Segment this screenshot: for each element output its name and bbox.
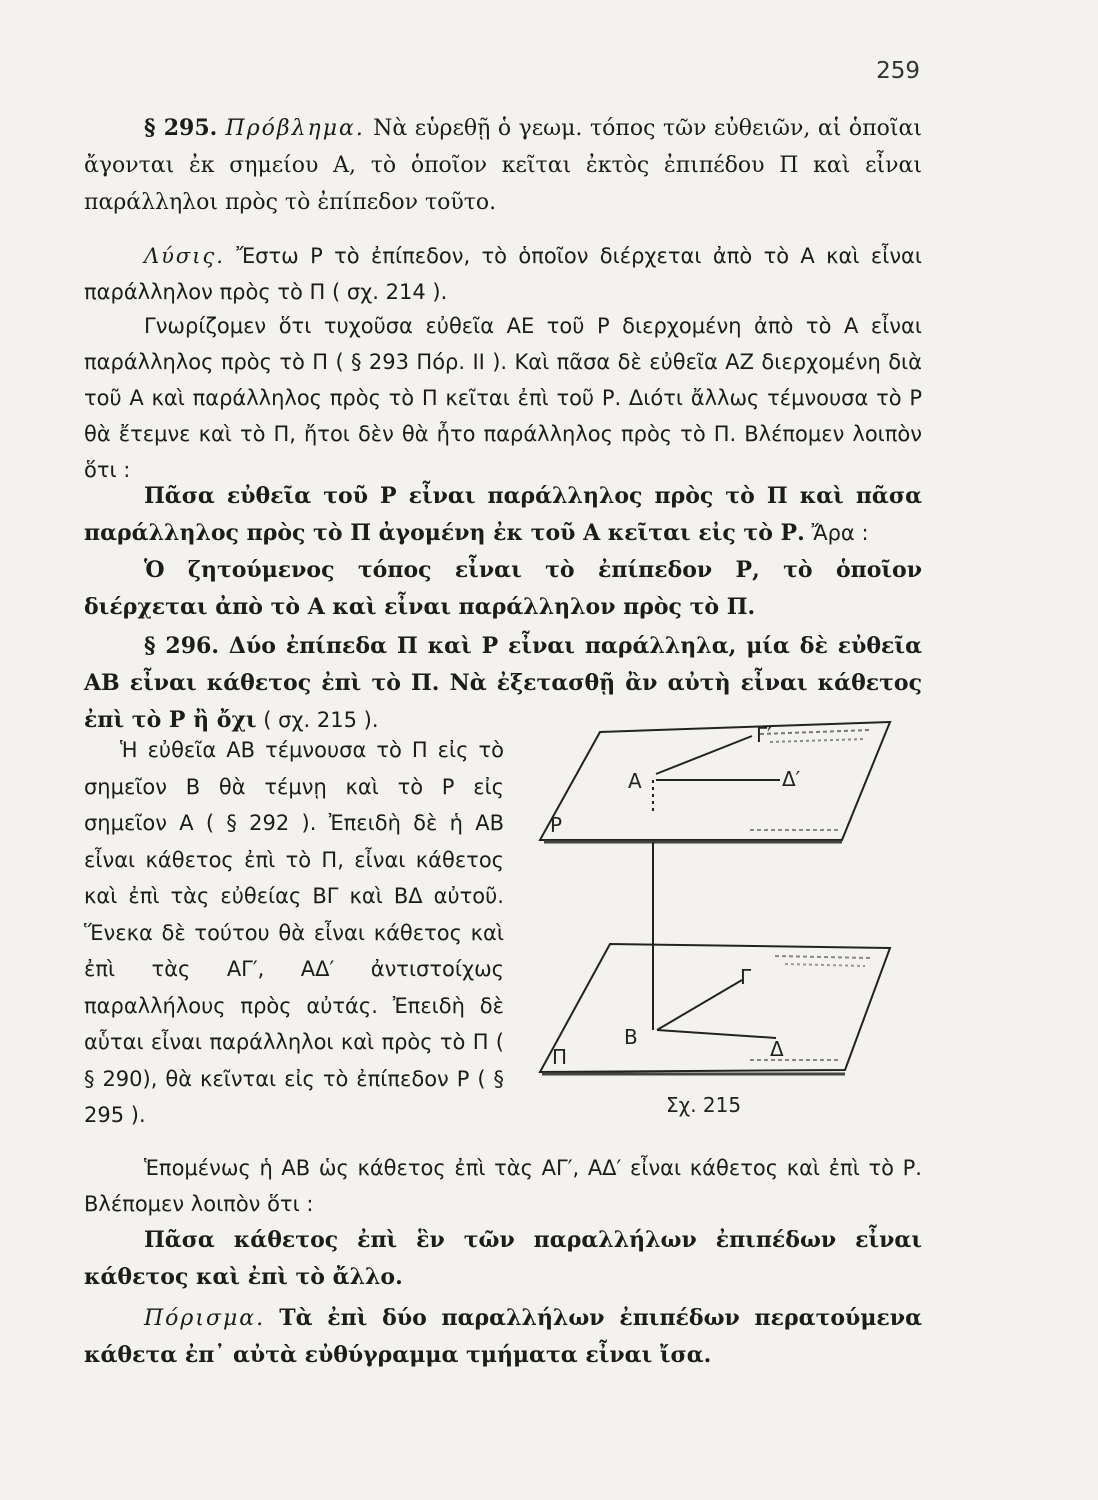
figure-reference: ( σχ. 215 ). (256, 708, 379, 732)
label-d-prime: Δ′ (782, 767, 801, 791)
label-a: Α (628, 769, 642, 793)
line-a-g-prime (656, 736, 752, 774)
plane-pi (540, 944, 890, 1072)
label-g: Γ (740, 965, 752, 989)
section-295-text: Νὰ εὑρεθῇ ὁ γεωμ. τόπος τῶν εὐθειῶν, αἱ ὁποῖαι ἄγονται ἐκ σημείου Α, τὸ ὁποῖον κεῖται ἐκτὸς ἐπιπέδου Π καὶ εἶναι παράλληλοι πρὸς τὸ ἐπίπεδον τοῦτο. (84, 116, 922, 215)
corollary-text: Τὰ ἐπὶ δύο παραλλήλων ἐπιπέδων περατούμενα κάθετα ἐπ᾽ αὐτὰ εὐθύγραμμα τμήματα εἶναι ἴσα. (84, 1305, 922, 1368)
plane-rho-shade (770, 739, 865, 742)
corollary-label: Πόρισμα. (144, 1306, 266, 1331)
label-pi-plane: Π (552, 1045, 568, 1069)
plane-rho-shade (760, 730, 870, 734)
solution-paragraph-2: Γνωρίζομεν ὅτι τυχοῦσα εὐθεῖα ΑΕ τοῦ Ρ διερχομένη ἀπὸ τὸ Α εἶναι παράλληλος πρὸς τὸ Π ( § 293 Πόρ. ΙΙ ). Καὶ πᾶσα δὲ εὐθεῖα ΑΖ διερχομένη διὰ τοῦ Α καὶ παράλληλος πρὸς τὸ Π κεῖται ἐπὶ τοῦ Ρ. Διότι ἄλλως τέμνουσα τὸ Ρ θὰ ἔτεμνε καὶ τὸ Π, ἤτοι δὲν θὰ ἦτο παράλληλος πρὸς τὸ Π. Βλέπομεν λοιπὸν ὅτι : (84, 314, 922, 482)
figure-215-drawing (520, 712, 920, 1132)
solution-paragraph-3 (84, 478, 922, 552)
theorem-parallel-lines: Πᾶσα εὐθεῖα τοῦ Ρ εἶναι παράλληλος πρὸς τὸ Π καὶ πᾶσα παράλληλος πρὸς τὸ Π ἀγομένη ἐκ τοῦ Α κεῖται εἰς τὸ Ρ. (84, 483, 922, 546)
section-296-explanation: Ἡ εὐθεῖα ΑΒ τέμνουσα τὸ Π εἰς τὸ σημεῖον Β θὰ τέμνῃ καὶ τὸ Ρ εἰς σημεῖον Α ( § 292 ). Ἐπειδὴ δὲ ἡ ΑΒ εἶναι κάθετος ἐπὶ τὸ Π, εἶναι κάθετος καὶ ἐπὶ τὰς εὐθείας ΒΓ καὶ ΒΔ αὐτοῦ. Ἕνεκα δὲ τούτου θὰ εἶναι κάθετος καὶ ἐπὶ τὰς ΑΓ′, ΑΔ′ ἀντιστοίχως παραλλήλους πρὸς αὐτάς. Ἐπειδὴ δὲ αὗται εἶναι παράλληλοι καὶ πρὸς τὸ Π ( § 290), θὰ κεῖνται εἰς τὸ ἐπίπεδον Ρ ( § 295 ). (84, 738, 504, 1127)
section-295-statement (84, 110, 922, 221)
solution-text-1: Ἔστω Ρ τὸ ἐπίπεδον, τὸ ὁποῖον διέρχεται ἀπὸ τὸ Α καὶ εἶναι παράλληλον πρὸς τὸ Π ( σχ. 214 ). (84, 244, 922, 304)
solution-paragraph-1 (84, 238, 922, 310)
figure-215 (520, 712, 920, 1132)
page-number: 259 (876, 58, 920, 84)
line-b-d (657, 1030, 776, 1038)
solution-label: Λύσις. (144, 244, 225, 268)
locus-conclusion: Ὁ ζητούμενος τόπος εἶναι τὸ ἐπίπεδον Ρ, τὸ ὁποῖον διέρχεται ἀπὸ τὸ Α καὶ εἶναι παράλληλον πρὸς τὸ Π. (84, 557, 922, 620)
ara-word: Ἄρα : (804, 521, 869, 545)
plane-pi-shade (785, 964, 865, 966)
plane-pi-shade (775, 956, 870, 958)
section-295-kind: Πρόβλημα. (225, 116, 365, 141)
corollary (84, 1300, 922, 1374)
theorem-perpendicular: Πᾶσα κάθετος ἐπὶ ἓν τῶν παραλλήλων ἐπιπέδων εἶναι κάθετος καὶ ἐπὶ τὸ ἄλλο. (84, 1227, 922, 1290)
section-295-number: § 295. (144, 115, 218, 141)
label-b: Β (624, 1025, 638, 1049)
label-d: Δ (770, 1037, 784, 1061)
section-296-consequence: Ἑπομένως ἡ ΑΒ ὡς κάθετος ἐπὶ τὰς ΑΓ′, ΑΔ′ εἶναι κάθετος καὶ ἐπὶ τὸ Ρ. Βλέπομεν λοιπὸν ὅτι : (84, 1156, 922, 1216)
figure-caption: Σχ. 215 (666, 1093, 742, 1117)
section-296-text: § 296. Δύο ἐπίπεδα Π καὶ Ρ εἶναι παράλληλα, μία δὲ εὐθεῖα ΑΒ εἶναι κάθετος ἐπὶ τὸ Π. Νὰ ἐξετασθῇ ἂν αὐτὴ εἶναι κάθετος ἐπὶ τὸ Ρ ἢ ὄχι (84, 633, 922, 733)
label-rho-plane: Ρ (550, 813, 563, 837)
label-g-prime: Γ′ (756, 723, 772, 747)
line-b-g (657, 980, 742, 1030)
